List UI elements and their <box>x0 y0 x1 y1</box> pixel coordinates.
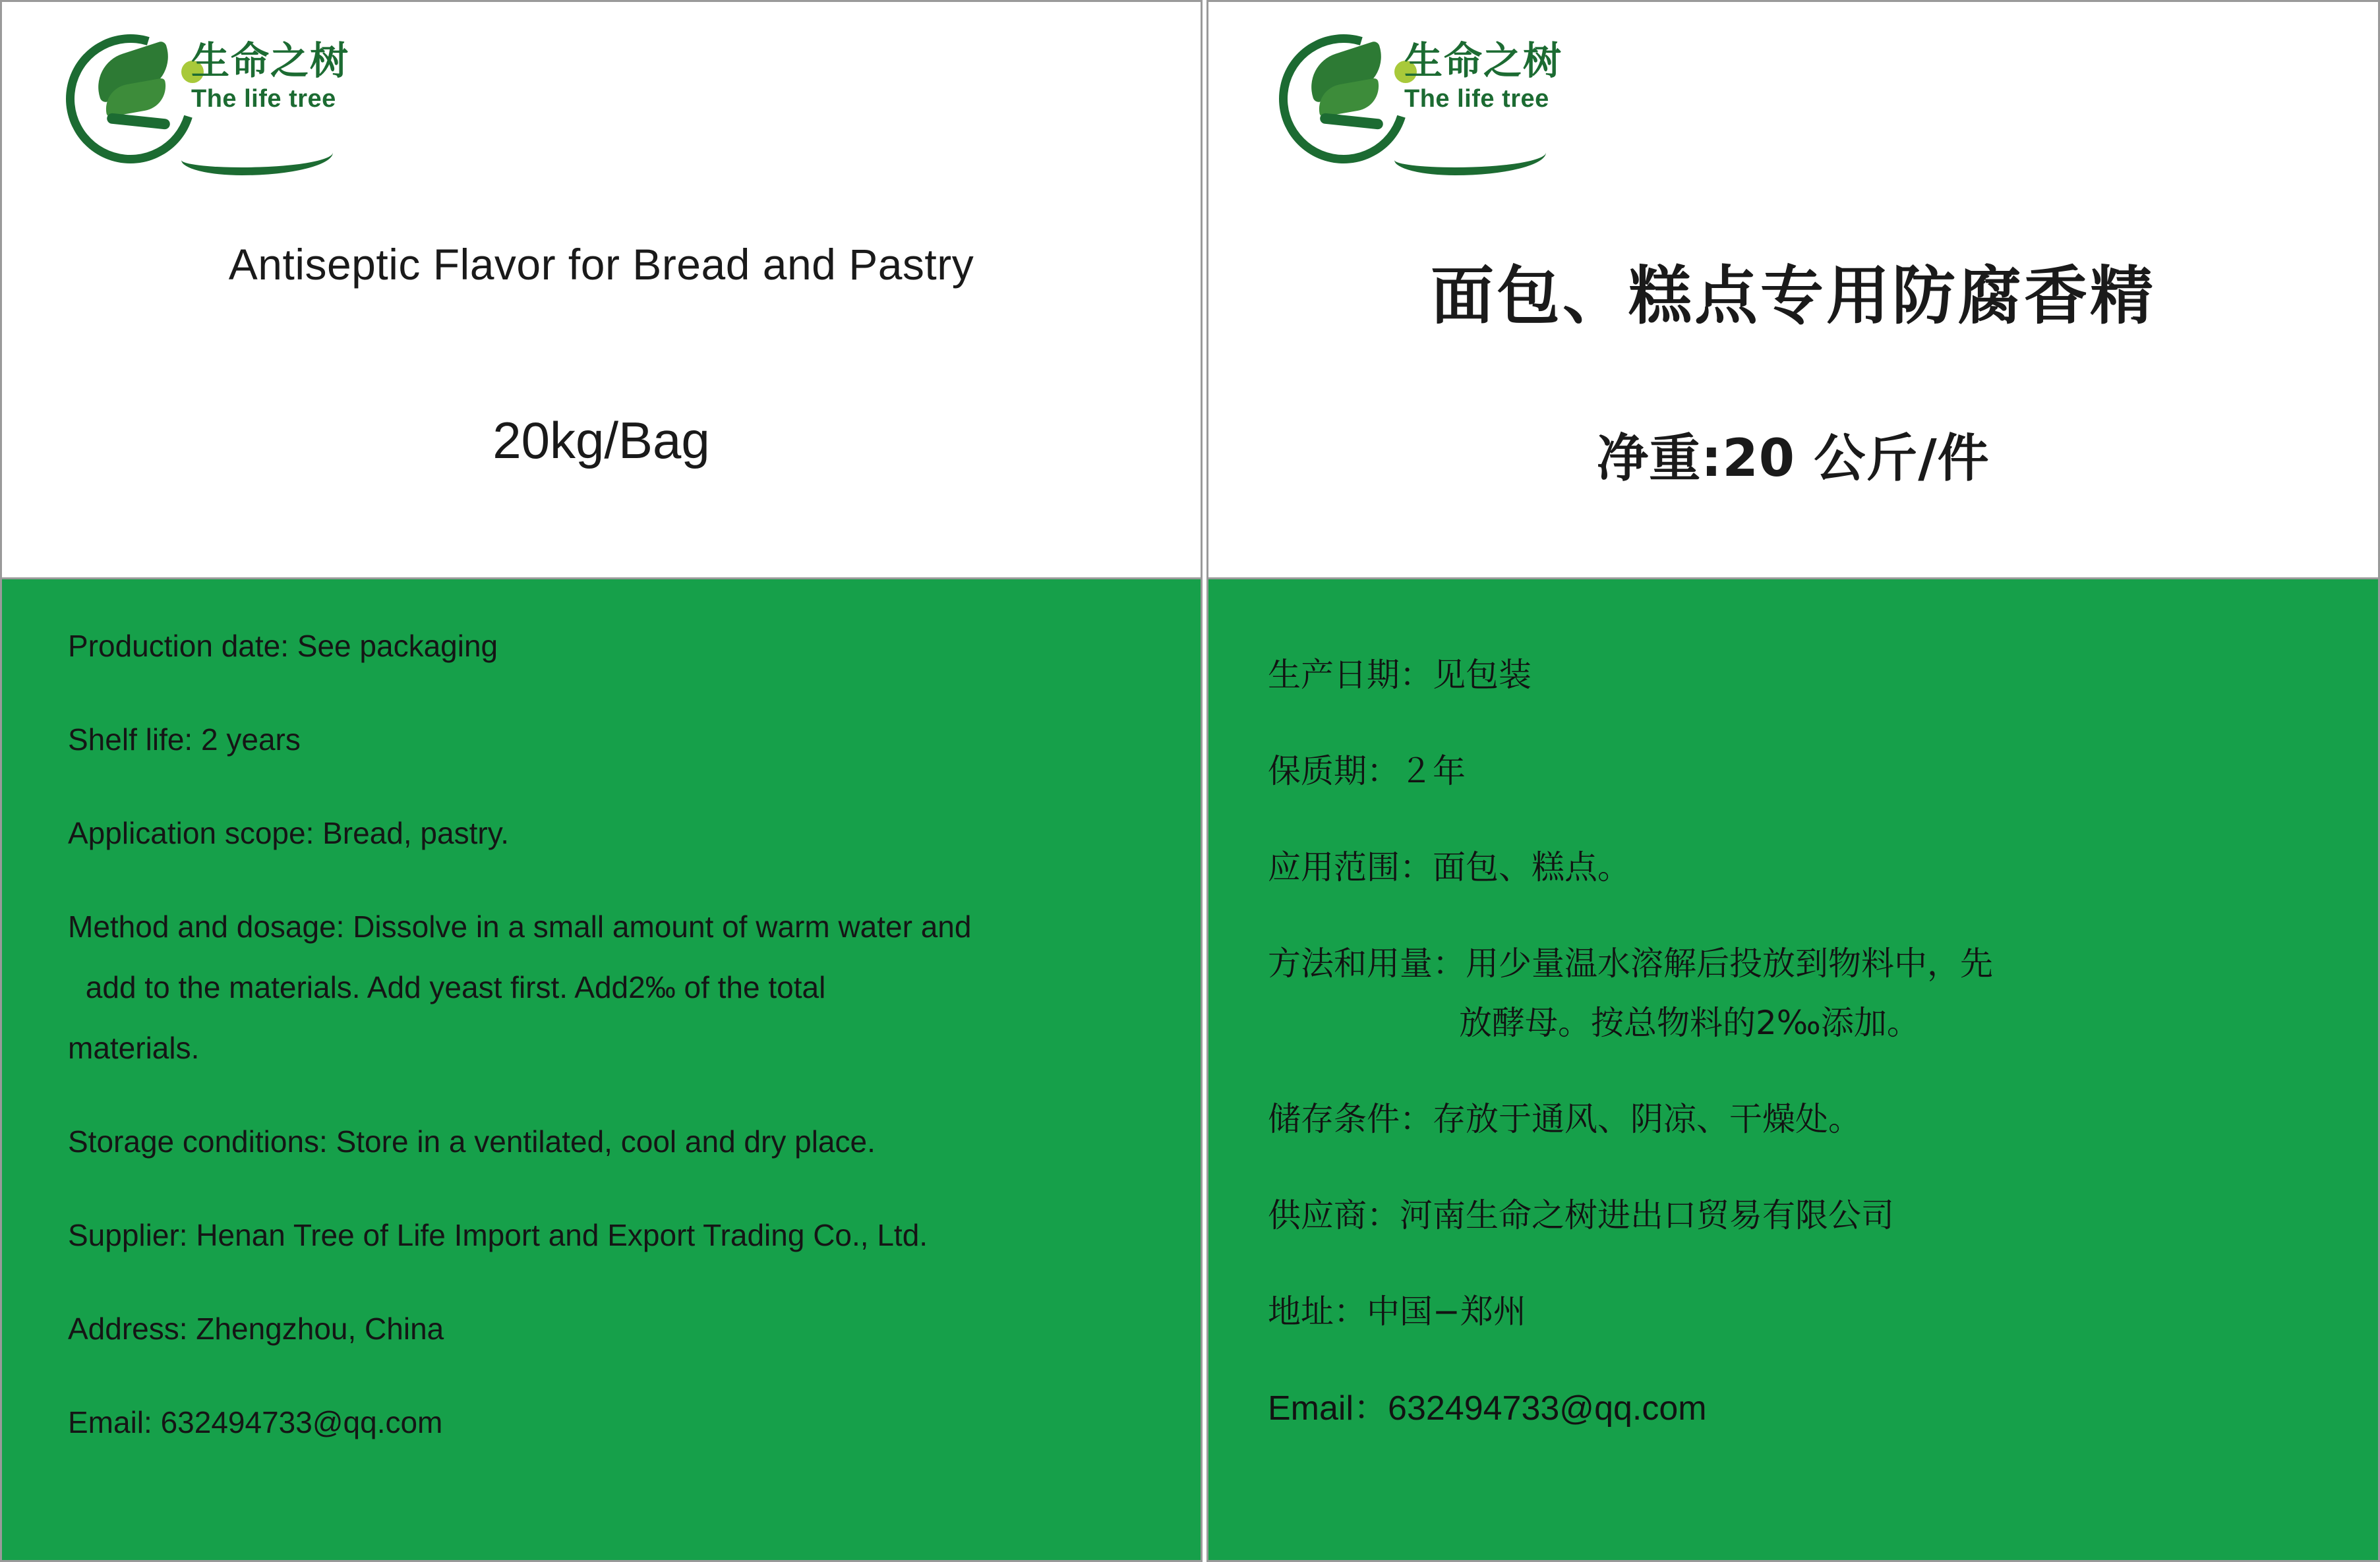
logo-swoosh-shape <box>1394 137 1546 175</box>
detail-shelf-life-cn: 保质期：２年 <box>1268 752 1466 790</box>
page-title-chinese: 面包、糕点专用防腐香精 <box>1431 259 2156 333</box>
brand-logo-right <box>1272 26 1582 191</box>
net-weight-chinese: 净重:20 公斤/件 <box>1597 429 1990 488</box>
logo-wordmark-left <box>191 38 369 113</box>
detail-method-dosage-cn-line1: 方法和用量：用少量温水溶解后投放到物料中，先 <box>1268 944 1993 983</box>
logo-wordmark-right <box>1404 38 1582 113</box>
chinese-details-section <box>1206 577 2380 1562</box>
logo-name-chinese: 生命之树 <box>191 38 350 83</box>
detail-supplier-en: Supplier: Henan Tree of Life Import and Export Trading Co., Ltd. <box>68 1218 928 1252</box>
english-details-section <box>0 577 1203 1562</box>
detail-method-dosage-cn-line2: 放酵母。按总物料的2‰添加。 <box>1459 1004 1920 1042</box>
page-title-english: Antiseptic Flavor for Bread and Pastry <box>228 240 974 289</box>
logo-name-english: The life tree <box>191 84 336 113</box>
net-weight-english: 20kg/Bag <box>492 411 710 469</box>
detail-email-en: Email: 632494733@qq.com <box>68 1405 443 1439</box>
detail-shelf-life-en: Shelf life: 2 years <box>68 722 301 757</box>
chinese-label-panel <box>1206 0 2380 1562</box>
english-details-list <box>2 579 1201 1437</box>
logo-name-chinese: 生命之树 <box>1404 38 1563 83</box>
detail-application-scope-cn: 应用范围：面包、糕点。 <box>1268 848 1630 886</box>
detail-storage-conditions-cn: 储存条件：存放于通风、阴凉、干燥处。 <box>1268 1100 1861 1138</box>
detail-application-scope-en: Application scope: Bread, pastry. <box>68 816 510 850</box>
chinese-details-list <box>1208 579 2378 1426</box>
detail-method-dosage-en-line2: add to the materials. Add yeast first. Add2‰ of the total <box>77 970 826 1004</box>
logo-swoosh-shape <box>181 137 333 175</box>
brand-logo-left <box>59 26 369 191</box>
logo-name-english: The life tree <box>1404 84 1549 113</box>
detail-address-en: Address: Zhengzhou, China <box>68 1312 444 1346</box>
detail-method-dosage-en-line1: Method and dosage: Dissolve in a small amount of warm water and <box>68 910 972 944</box>
detail-production-date-cn: 生产日期：见包装 <box>1268 656 1532 694</box>
detail-method-dosage-en-line3: materials. <box>68 1031 200 1065</box>
detail-supplier-cn: 供应商：河南生命之树进出口贸易有限公司 <box>1268 1196 1894 1234</box>
detail-storage-conditions-en: Storage conditions: Store in a ventilated, cool and dry place. <box>68 1124 876 1159</box>
detail-email-cn: Email：632494733@qq.com <box>1268 1389 1707 1428</box>
detail-production-date-en: Production date: See packaging <box>68 629 498 663</box>
detail-address-cn: 地址：中国−郑州 <box>1268 1292 1526 1331</box>
